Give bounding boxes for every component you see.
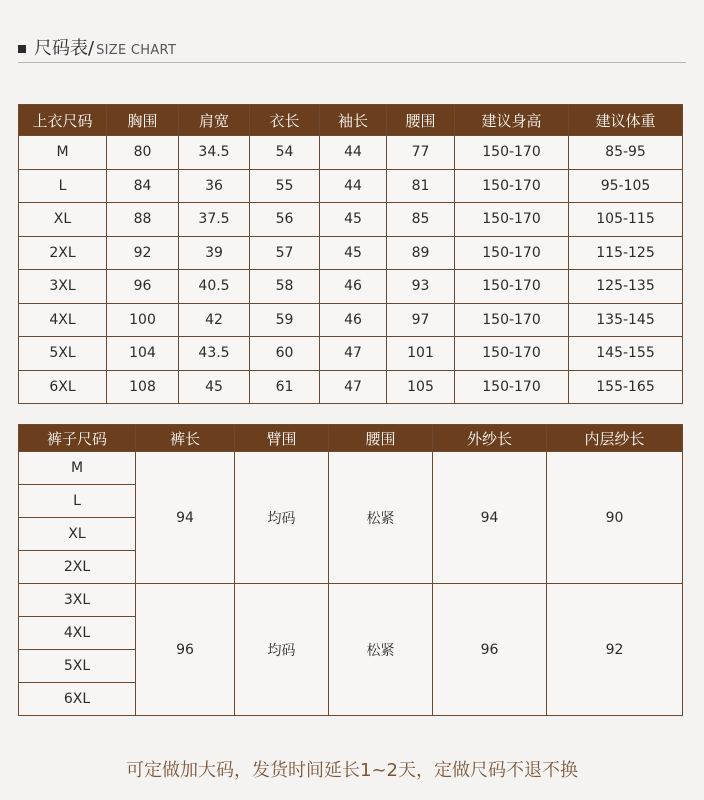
table-cell: 47 xyxy=(320,370,387,404)
table-cell: XL xyxy=(19,203,107,237)
bottom-header-cell: 裤子尺码 xyxy=(19,425,136,452)
table-row xyxy=(19,452,683,485)
merged-cell-arm: 均码 xyxy=(235,584,329,716)
table-cell: 57 xyxy=(250,236,320,270)
table-cell: 145-155 xyxy=(569,337,683,371)
bottom-header-cell: 外纱长 xyxy=(433,425,547,452)
bottom-size-table xyxy=(18,424,683,716)
table-cell: 150-170 xyxy=(455,337,569,371)
table-cell: 81 xyxy=(387,169,455,203)
footer-note: 可定做加大码，发货时间延长1~2天，定做尺码不退不换 xyxy=(126,760,578,781)
table-cell: 46 xyxy=(320,303,387,337)
merged-cell-pants-length: 94 xyxy=(136,452,235,584)
merged-cell-outer: 94 xyxy=(433,452,547,584)
merged-cell-waist: 松紧 xyxy=(329,584,433,716)
bottom-header-cell: 内层纱长 xyxy=(547,425,683,452)
table-cell: 46 xyxy=(320,270,387,304)
merged-cell-arm: 均码 xyxy=(235,452,329,584)
table-cell: 3XL xyxy=(19,270,107,304)
table-cell: 101 xyxy=(387,337,455,371)
top-header-cell: 腰围 xyxy=(387,105,455,136)
table-cell: 100 xyxy=(107,303,179,337)
table-cell: 150-170 xyxy=(455,136,569,170)
square-bullet-icon xyxy=(18,45,26,53)
size-cell: 4XL xyxy=(19,617,136,650)
top-header-cell: 建议身高 xyxy=(455,105,569,136)
table-cell: 40.5 xyxy=(179,270,250,304)
table-cell: 59 xyxy=(250,303,320,337)
header-divider xyxy=(18,62,686,63)
table-cell: 108 xyxy=(107,370,179,404)
table-cell: 105 xyxy=(387,370,455,404)
top-header-cell: 上衣尺码 xyxy=(19,105,107,136)
table-cell: 58 xyxy=(250,270,320,304)
table-cell: 97 xyxy=(387,303,455,337)
table-row xyxy=(19,337,683,371)
top-header-cell: 衣长 xyxy=(250,105,320,136)
merged-cell-inner: 90 xyxy=(547,452,683,584)
table-cell: 88 xyxy=(107,203,179,237)
table-cell: 115-125 xyxy=(569,236,683,270)
table-cell: 93 xyxy=(387,270,455,304)
table-cell: 77 xyxy=(387,136,455,170)
title-cn: 尺码表/ xyxy=(34,38,95,59)
table-cell: 96 xyxy=(107,270,179,304)
top-header-cell: 建议体重 xyxy=(569,105,683,136)
table-cell: 47 xyxy=(320,337,387,371)
table-row xyxy=(19,203,683,237)
table-cell: 44 xyxy=(320,169,387,203)
top-header-cell: 肩宽 xyxy=(179,105,250,136)
table-cell: 104 xyxy=(107,337,179,371)
table-cell: 36 xyxy=(179,169,250,203)
table-cell: 150-170 xyxy=(455,169,569,203)
table-row xyxy=(19,370,683,404)
merged-cell-inner: 92 xyxy=(547,584,683,716)
table-row xyxy=(19,236,683,270)
table-cell: 150-170 xyxy=(455,236,569,270)
table-cell: 155-165 xyxy=(569,370,683,404)
table-row xyxy=(19,136,683,170)
table-cell: 95-105 xyxy=(569,169,683,203)
top-table-header-row xyxy=(19,105,683,136)
bottom-table-header-row xyxy=(19,425,683,452)
table-cell: 89 xyxy=(387,236,455,270)
table-cell: 44 xyxy=(320,136,387,170)
table-cell: 4XL xyxy=(19,303,107,337)
table-cell: 34.5 xyxy=(179,136,250,170)
table-cell: 150-170 xyxy=(455,370,569,404)
size-cell: 6XL xyxy=(19,683,136,716)
table-cell: 80 xyxy=(107,136,179,170)
table-cell: 55 xyxy=(250,169,320,203)
table-cell: 84 xyxy=(107,169,179,203)
bottom-header-cell: 腰围 xyxy=(329,425,433,452)
table-cell: 85-95 xyxy=(569,136,683,170)
top-header-cell: 袖长 xyxy=(320,105,387,136)
table-cell: 135-145 xyxy=(569,303,683,337)
bottom-header-cell: 臂围 xyxy=(235,425,329,452)
table-cell: 85 xyxy=(387,203,455,237)
table-cell: 45 xyxy=(320,203,387,237)
table-cell: 39 xyxy=(179,236,250,270)
table-cell: 45 xyxy=(320,236,387,270)
table-row xyxy=(19,270,683,304)
table-cell: 43.5 xyxy=(179,337,250,371)
table-row xyxy=(19,303,683,337)
merged-cell-outer: 96 xyxy=(433,584,547,716)
table-row xyxy=(19,584,683,617)
table-cell: 56 xyxy=(250,203,320,237)
table-cell: 54 xyxy=(250,136,320,170)
size-cell: L xyxy=(19,485,136,518)
table-cell: 5XL xyxy=(19,337,107,371)
table-cell: 45 xyxy=(179,370,250,404)
page-title xyxy=(18,34,176,60)
merged-cell-pants-length: 96 xyxy=(136,584,235,716)
size-cell: 5XL xyxy=(19,650,136,683)
table-cell: 61 xyxy=(250,370,320,404)
table-cell: 6XL xyxy=(19,370,107,404)
bottom-header-cell: 裤长 xyxy=(136,425,235,452)
size-cell: XL xyxy=(19,518,136,551)
table-cell: 42 xyxy=(179,303,250,337)
table-cell: 2XL xyxy=(19,236,107,270)
size-cell: 3XL xyxy=(19,584,136,617)
table-cell: 150-170 xyxy=(455,303,569,337)
table-cell: L xyxy=(19,169,107,203)
size-cell: 2XL xyxy=(19,551,136,584)
table-cell: 37.5 xyxy=(179,203,250,237)
title-en: SIZE CHART xyxy=(96,43,177,58)
table-cell: 150-170 xyxy=(455,270,569,304)
size-cell: M xyxy=(19,452,136,485)
table-cell: 92 xyxy=(107,236,179,270)
merged-cell-waist: 松紧 xyxy=(329,452,433,584)
table-cell: 150-170 xyxy=(455,203,569,237)
table-cell: 60 xyxy=(250,337,320,371)
table-row xyxy=(19,169,683,203)
top-header-cell: 胸围 xyxy=(107,105,179,136)
table-cell: M xyxy=(19,136,107,170)
table-cell: 105-115 xyxy=(569,203,683,237)
top-size-table xyxy=(18,104,683,404)
table-cell: 125-135 xyxy=(569,270,683,304)
